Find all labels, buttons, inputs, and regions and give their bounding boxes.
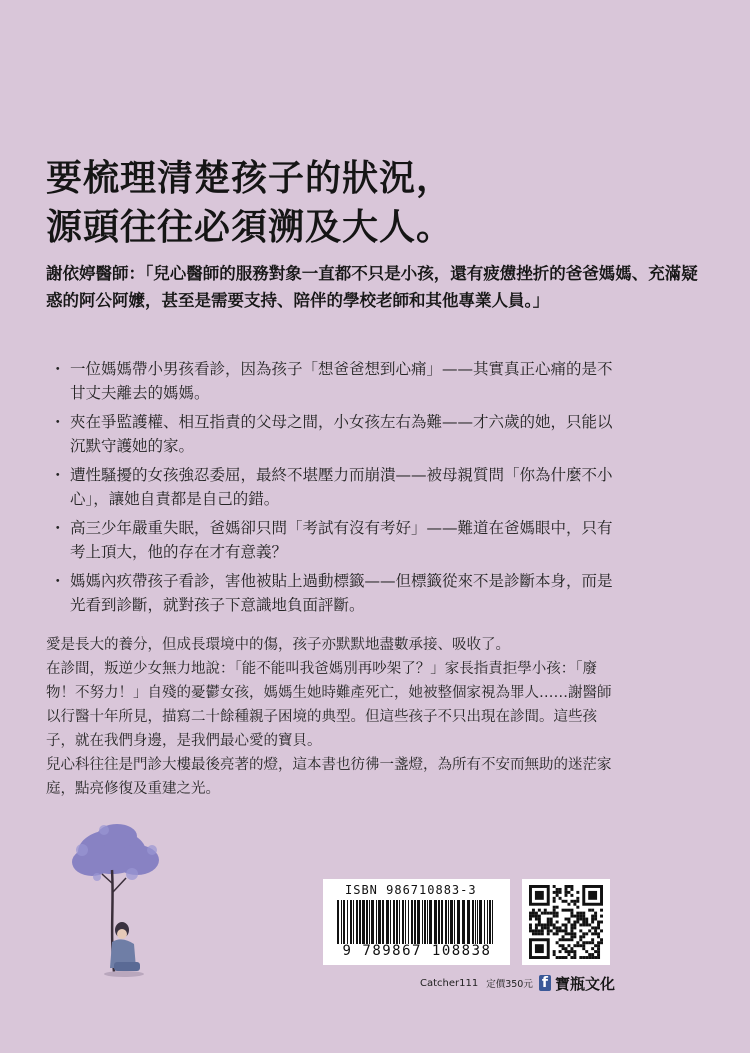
description-paragraph: 兒心科往往是門診大樓最後亮著的燈，這本書也彷彿一盞燈，為所有不安而無助的迷茫家庭，點亮修復及重建之光。 (46, 757, 612, 797)
list-item (48, 357, 623, 405)
publisher-name: 寶瓶文化 (554, 974, 615, 993)
series-code: Catcher111 (420, 977, 479, 989)
list-item-text: 一位媽媽帶小男孩看診，因為孩子「想爸爸想到心痛」——其實真正心痛的是不甘丈夫離去的媽媽。 (70, 360, 613, 402)
list-item-text: 夾在爭監護權、相互指責的父母之間，小女孩左右為難——才六歲的她，只能以沉默守護她的家。 (70, 413, 613, 455)
bullet-marker: ・ (50, 572, 66, 590)
doctor-quote: 謝依婷醫師：「兒心醫師的服務對象一直都不只是小孩，還有疲憊挫折的爸爸媽媽、充滿疑惑的阿公阿嬤，甚至是需要支持、陪伴的學校老師和其他專業人員。」 (46, 264, 698, 310)
tree-child-illustration (62, 822, 182, 982)
case-list (48, 357, 623, 622)
list-item (48, 516, 623, 564)
barcode-icon (337, 900, 497, 944)
bullet-marker: ・ (50, 519, 66, 537)
list-item-text: 媽媽內疚帶孩子看診，害他被貼上過動標籤——但標籤從來不是診斷本身，而是光看到診斷，就對孩子下意識地負面評斷。 (70, 572, 613, 614)
barcode-panel (323, 879, 510, 965)
bullet-marker: ・ (50, 413, 66, 431)
description (46, 633, 622, 801)
list-item-text: 高三少年嚴重失眠，爸媽卻只問「考試有沒有考好」——難道在爸媽眼中，只有考上頂大，他的存在才有意義？ (70, 519, 613, 561)
bullet-marker: ・ (50, 360, 66, 378)
qr-code-icon (529, 885, 603, 959)
qr-panel (522, 879, 610, 965)
footer (420, 972, 615, 994)
description-paragraph: 愛是長大的養分，但成長環境中的傷，孩子亦默默地盡數承接、吸收了。 (46, 637, 510, 653)
description-paragraph: 在診間，叛逆少女無力地說：「能不能叫我爸媽別再吵架了？」家長指責拒學小孩：「廢物！不努力！」自殘的憂鬱女孩，媽媽生她時難產死亡，她被整個家視為罪人……謝醫師以行醫十年所見，描寫二十餘種親子困境的典型。但這些孩子不只出現在診間。這些孩子，就在我們身邊，是我們最心愛的寶貝。 (46, 661, 612, 749)
list-item-text: 遭性騷擾的女孩強忍委屈，最終不堪壓力而崩潰——被母親質問「你為什麼不小心」，讓她自責都是自己的錯。 (70, 466, 613, 508)
list-item (48, 410, 623, 458)
facebook-icon: f (539, 975, 551, 991)
headline-line-2: 源頭往往必須溯及大人。 (46, 206, 454, 248)
isbn-label: ISBN 986710883-3 (345, 883, 477, 897)
bullet-marker: ・ (50, 466, 66, 484)
list-item (48, 569, 623, 617)
list-item (48, 463, 623, 511)
price-label: 定價350元 (486, 979, 533, 990)
headline (46, 154, 706, 252)
headline-line-1: 要梳理清楚孩子的狀況， (46, 157, 454, 199)
barcode-number: 9 789867 108838 (342, 943, 492, 959)
